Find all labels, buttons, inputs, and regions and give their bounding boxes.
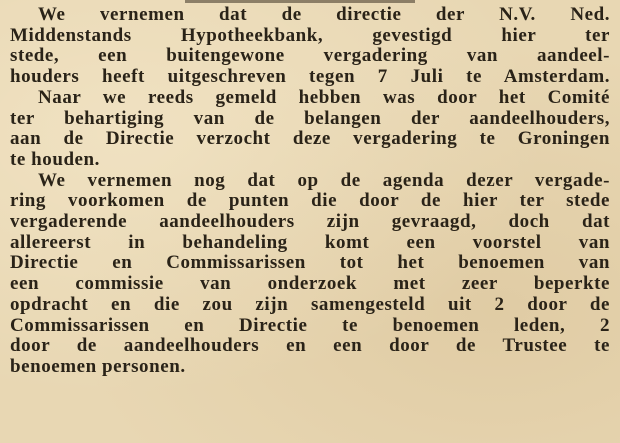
article-line: ring voorkomen de punten die door de hier ter stede <box>10 190 610 212</box>
news-article <box>10 5 610 378</box>
article-line: Naar we reeds gemeld hebben was door het Comité <box>38 86 610 108</box>
article-line: We vernemen nog dat op de agenda dezer vergade- <box>38 169 610 191</box>
article-line: We vernemen dat de directie der N.V. Ned. <box>38 4 610 25</box>
article-line: Commissarissen en Directie te benoemen leden, 2 <box>10 314 610 336</box>
article-line: vergaderende aandeelhouders zijn gevraagd, doch dat <box>10 211 610 233</box>
article-line: opdracht en die zou zijn samengesteld uit 2 door de <box>10 293 610 315</box>
article-line: een commissie van onderzoek met zeer beperkte <box>10 273 610 295</box>
paragraph-3 <box>10 171 610 378</box>
article-line: benoemen personen. <box>10 355 186 377</box>
article-line: Middenstands Hypotheekbank, gevestigd hier ter <box>10 24 610 46</box>
article-line: door de aandeelhouders en een door de Trustee te <box>10 335 610 357</box>
article-line: houders heeft uitgeschreven tegen 7 Juli te Amsterdam. <box>10 66 610 88</box>
article-line: te houden. <box>10 148 100 170</box>
article-line: ter behartiging van de belangen der aandeelhouders, <box>10 107 610 129</box>
article-line: Directie en Commissarissen tot het benoemen van <box>10 252 610 274</box>
paragraph-1 <box>10 5 610 88</box>
article-line: aan de Directie verzocht deze vergadering te Groningen <box>10 128 610 150</box>
article-line: allereerst in behandeling komt een voorstel van <box>10 231 610 253</box>
article-line: stede, een buitengewone vergadering van aandeel- <box>10 45 610 67</box>
paragraph-2 <box>10 88 610 171</box>
previous-article-remnant <box>185 0 415 3</box>
